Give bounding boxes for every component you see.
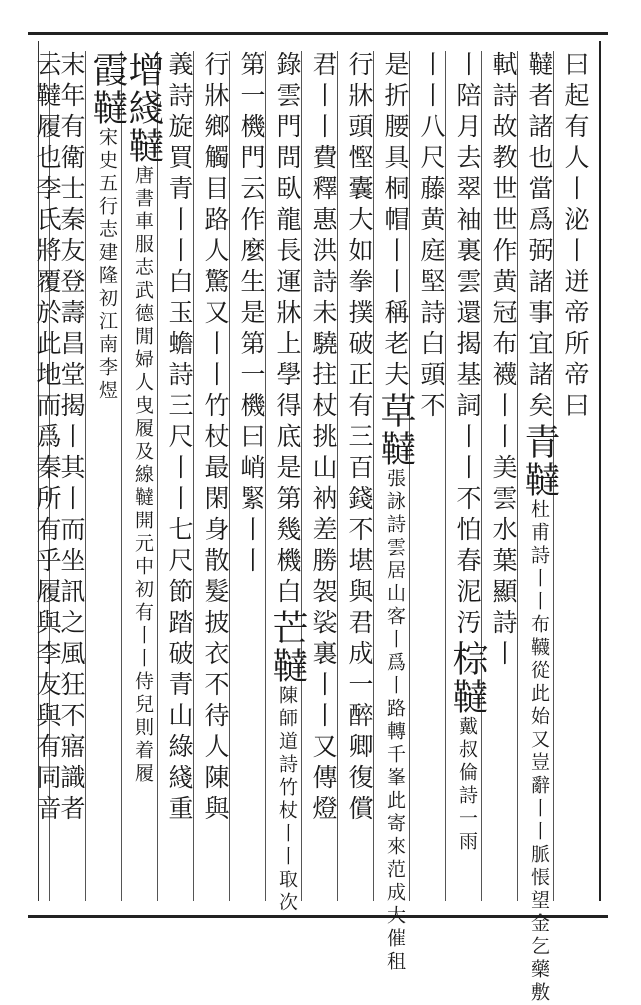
- column-text: 丨丨八尺藤黄庭堅詩白頭不: [417, 51, 446, 423]
- column-text: 君丨丨費釋惠洪詩未驍拄杖挑山衲差勝袈裟裏丨丨又傳燈: [309, 51, 338, 826]
- column-text: 是折腰具桐帽丨丨稱老夫: [381, 51, 410, 392]
- annotation-text: 張詠詩雲居山客丨爲丨路轉千峯此寄來范成大催租: [384, 468, 406, 974]
- entry-heading: 芒韃: [267, 609, 308, 685]
- column-text: 錄雲門問臥龍長運牀上學得底是第幾機白: [273, 51, 302, 609]
- annotation-text: 戴叔倫詩一雨: [456, 716, 478, 854]
- entry-heading: 棕韃: [447, 640, 488, 716]
- annotation-text: 杜甫詩丨丨布韈從此始又豈辭丨丨脈悵望金乞藥敷: [528, 499, 550, 1005]
- entry-heading: 草韃: [375, 392, 416, 468]
- column-text: 義詩旋買青丨丨白玉蟾詩三尺丨丨七尺節踏破青山綠綫重: [165, 51, 194, 826]
- column-text: 云韃履也李氏將覆於此地而爲秦所有乎履與李友與有同音: [33, 51, 62, 826]
- entry-heading: 霞韃: [87, 51, 128, 127]
- annotation-text: 唐書車服志武德閒婦人曳履及線韃開元中初有丨丨侍兒則着履: [132, 165, 154, 786]
- column-text: 丨陪月去翠袖裏雲還揭基詞丨丨不怕春泥汚: [453, 51, 482, 640]
- annotation-text: 陳師道詩竹杖丨丨取次: [276, 685, 298, 915]
- entry-heading: 青韃: [519, 423, 560, 499]
- column-text: 第一機門云作麼生是第一機曰峭緊丨丨: [237, 51, 266, 578]
- document-page: [28, 32, 608, 1005]
- column-text: 末年有衛士秦友登壽昌堂揭丨其丨而坐訊之風狂不寤識者: [57, 51, 86, 826]
- entry-heading: 增綫韃: [123, 51, 164, 165]
- column-text: 韃者諸也當爲弼諸事宜諸矣: [525, 51, 554, 423]
- column-text: 軾詩故教世世作黄冠布襪丨丨美雲水葉顯詩丨: [489, 51, 518, 671]
- column-text: 曰起有人丨泌丨迸帝所帝曰: [561, 51, 590, 423]
- annotation-text: 宋史五行志建隆初江南李煜: [96, 127, 118, 403]
- text-column: [33, 51, 69, 901]
- column-text: 行牀鄉觸目路人驚又丨丨竹杖最閑身散髮披衣不待人陳與: [201, 51, 230, 826]
- text-frame: [33, 41, 601, 1005]
- column-text: 行牀頭慳囊大如拳撲破正有三百錢不堪與君成一醉卿復償: [345, 51, 374, 826]
